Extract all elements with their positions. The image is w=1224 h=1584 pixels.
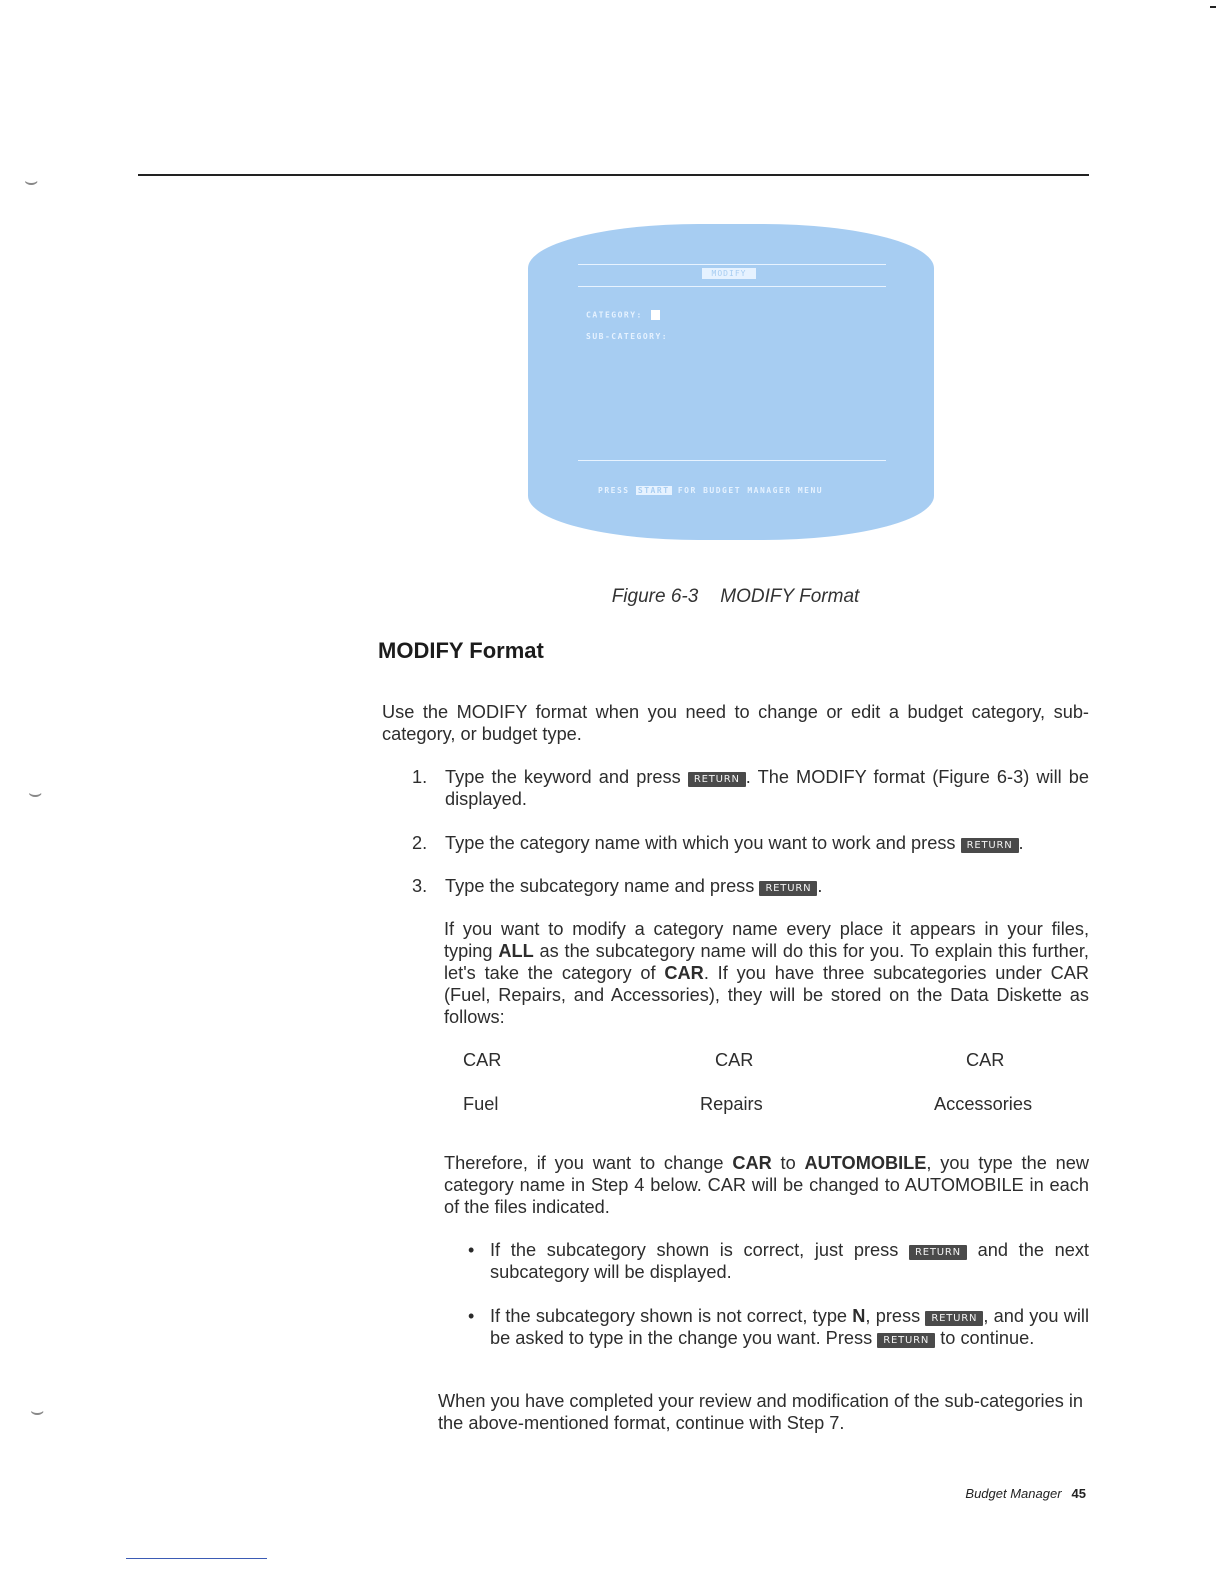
return-key: RETURN — [759, 881, 817, 896]
bullet-not-correct: If the subcategory shown is not correct, type N, press RETURN , and you will be asked to type in the change you want. Press RETURN to continue. — [490, 1306, 1089, 1348]
closing-paragraph: When you have completed your review and modification of the sub-categories in the above-mentioned format, continue with Step 7. — [438, 1391, 1083, 1433]
bullet-correct: If the subcategory shown is correct, just press RETURN and the next subcategory will be displayed. — [490, 1240, 1089, 1282]
binding-hole-mark: ⌣ — [30, 1398, 45, 1423]
figure-caption — [0, 586, 1224, 608]
screen-footer-prefix: PRESS — [598, 486, 630, 495]
page-footer — [940, 1486, 1086, 1501]
return-key: RETURN — [909, 1245, 967, 1260]
header-rule — [138, 174, 1089, 176]
bullet-dot: • — [468, 1240, 475, 1260]
screen-footer — [598, 486, 823, 495]
binding-hole-mark: ⌣ — [28, 780, 43, 805]
figure-number: Figure 6-3 — [611, 586, 699, 607]
return-key: RETURN — [925, 1311, 983, 1326]
binding-hole-mark: ⌣ — [24, 168, 39, 193]
screen-rule — [578, 286, 886, 287]
section-heading: MODIFY Format — [378, 638, 544, 663]
bullet-dot: • — [468, 1306, 475, 1326]
screen-category-row — [586, 310, 660, 320]
therefore-paragraph: Therefore, if you want to change CAR to AUTOMOBILE, you type the new category name in Step 4 below. CAR will be changed to AUTOMOBILE in each of the files indicated. — [444, 1153, 1089, 1217]
explanation-paragraph: If you want to modify a category name every place it appears in your files, typing ALL as the subcategory name will do this for you. To explain this further, let's take the category of CAR. If you have three subcategories under CAR (Fuel, Repairs, and Accessories), they will be stored on the Data Diskette as follows: — [444, 919, 1089, 1027]
screen-category-label: CATEGORY: — [586, 310, 643, 320]
screen-rule-top — [578, 264, 886, 265]
table-cell-category: CAR — [715, 1050, 754, 1070]
table-cell-category: CAR — [463, 1050, 502, 1070]
figure-title: MODIFY Format — [720, 586, 860, 607]
step-number: 2. — [412, 833, 428, 853]
edge-mark — [1210, 6, 1216, 8]
step-3-text: Type the subcategory name and press RETURN . — [445, 876, 823, 896]
cursor-block — [651, 310, 660, 320]
screen-subcategory-label: SUB-CATEGORY: — [586, 332, 669, 341]
screen-footer-suffix: FOR BUDGET MANAGER MENU — [677, 486, 824, 495]
step-1-text: Type the keyword and press RETURN . The MODIFY format (Figure 6-3) will be displayed. — [445, 767, 1089, 809]
modify-screen-figure — [528, 224, 934, 540]
intro-paragraph: Use the MODIFY format when you need to change or edit a budget category, sub-category, or budget type. — [382, 702, 1089, 744]
page-number: 45 — [1071, 1486, 1086, 1501]
return-key: RETURN — [961, 838, 1019, 853]
screen-title: MODIFY — [702, 268, 756, 279]
table-cell-subcategory: Accessories — [934, 1094, 1033, 1114]
return-key: RETURN — [877, 1333, 935, 1348]
screen-rule-bottom — [578, 460, 886, 461]
screen-start-key: START — [637, 486, 670, 495]
table-cell-subcategory: Repairs — [700, 1094, 763, 1114]
footer-title: Budget Manager — [965, 1486, 1062, 1501]
return-key: RETURN — [688, 772, 746, 787]
step-2-text: Type the category name with which you want to work and press RETURN . — [445, 833, 1024, 853]
step-number: 1. — [412, 767, 428, 787]
table-cell-category: CAR — [966, 1050, 1005, 1070]
table-cell-subcategory: Fuel — [463, 1094, 499, 1114]
footer-rule — [126, 1558, 267, 1559]
step-number: 3. — [412, 876, 428, 896]
